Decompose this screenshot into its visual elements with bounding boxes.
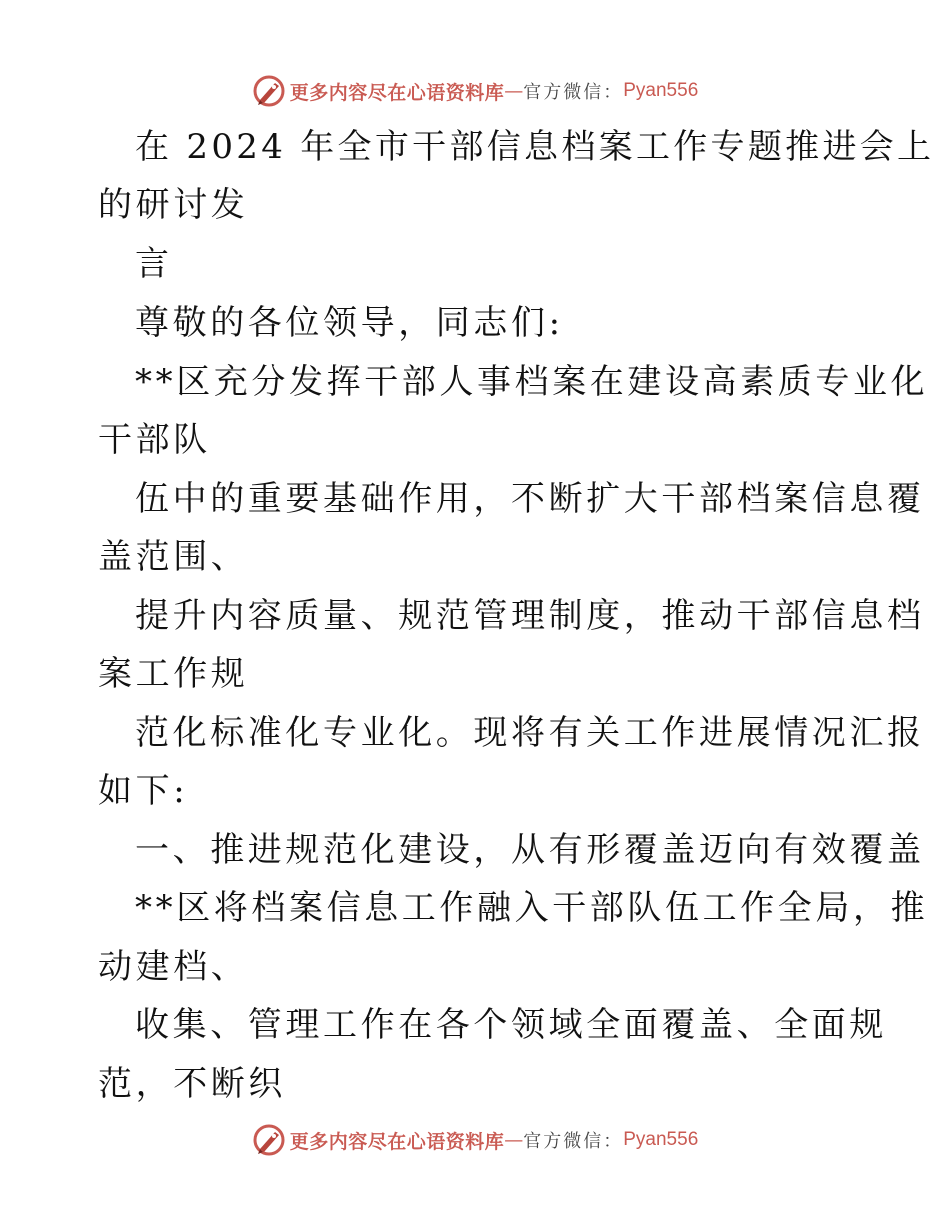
body-line: 盖范围、 bbox=[98, 537, 249, 577]
banner-wechat-id: Pyan556 bbox=[623, 80, 699, 101]
banner-separator: — bbox=[504, 80, 524, 102]
body-line: 如下: bbox=[98, 771, 189, 811]
banner-separator: — bbox=[504, 1129, 524, 1151]
pen-logo-icon bbox=[252, 74, 286, 108]
body-line: 干部队 bbox=[98, 420, 211, 460]
body-line: 范，不断织 bbox=[98, 1064, 286, 1104]
body-line: 动建档、 bbox=[98, 947, 249, 987]
banner-site-text: 更多内容尽在心语资料库 bbox=[289, 1130, 505, 1153]
body-line: 范化标准化专业化。现将有关工作进展情况汇报 bbox=[135, 713, 925, 753]
body-line: 案工作规 bbox=[98, 654, 249, 694]
banner-wechat-label: 官方微信： bbox=[523, 82, 624, 103]
title-line-1: 在 2024 年全市干部信息档案工作专题推进会上 bbox=[135, 127, 935, 167]
salutation: 尊敬的各位领导，同志们: bbox=[135, 303, 564, 343]
body-line: 收集、管理工作在各个领域全面覆盖、全面规 bbox=[135, 1005, 887, 1045]
body-line: **区充分发挥干部人事档案在建设高素质专业化 bbox=[135, 362, 929, 402]
banner-wechat-label: 官方微信： bbox=[523, 1131, 624, 1152]
body-line: **区将档案信息工作融入干部队伍工作全局，推 bbox=[135, 888, 929, 928]
body-line: 伍中的重要基础作用，不断扩大干部档案信息覆 bbox=[135, 479, 925, 519]
section-heading: 一、推进规范化建设，从有形覆盖迈向有效覆盖 bbox=[135, 830, 925, 870]
pen-logo-icon bbox=[252, 1123, 286, 1157]
title-line-2: 的研讨发 bbox=[98, 185, 249, 225]
footer-banner[interactable] bbox=[0, 1120, 950, 1160]
banner-wechat-id: Pyan556 bbox=[623, 1129, 699, 1150]
banner-site-text: 更多内容尽在心语资料库 bbox=[289, 81, 505, 104]
title-line-3: 言 bbox=[135, 244, 173, 284]
body-line: 提升内容质量、规范管理制度，推动干部信息档 bbox=[135, 596, 925, 636]
header-banner[interactable] bbox=[0, 71, 950, 111]
